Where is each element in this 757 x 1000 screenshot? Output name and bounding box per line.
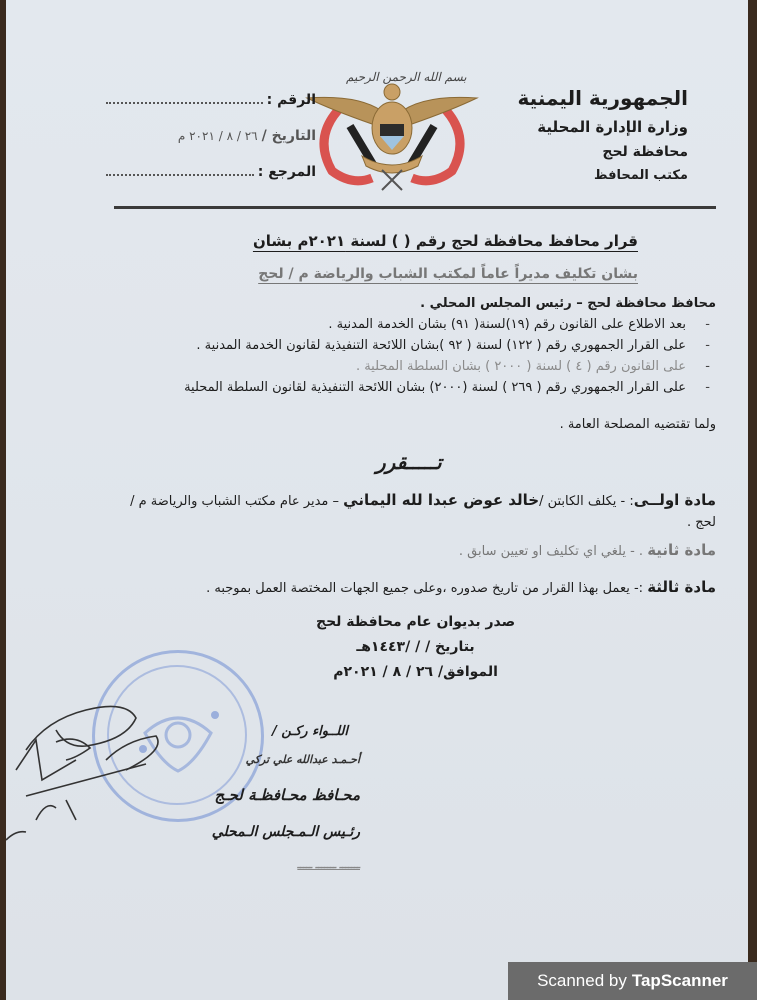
decree-title: قرار محافظ محافظة لحج رقم ( ) لسنة ٢٠٢١م بشان [252,232,638,250]
header-divider [114,206,716,209]
date-row [106,128,316,164]
decree-subject: بشان تكليف مديراً عاماً لمكتب الشباب والرياضة م / لحج [258,266,638,282]
date-label: التاريخ / [261,128,316,144]
number-row [106,92,316,128]
article-1-label: مادة اولــى [633,491,716,509]
reference-field [106,164,254,176]
office-name: مكتب المحافظ [594,168,688,183]
header-reference-block [106,92,316,200]
basmala: بسم الله الرحمن الرحيم [346,70,467,84]
header-authority [518,86,688,183]
number-field [106,92,263,104]
article-1 [130,491,716,509]
signatory-block [211,724,360,871]
preamble [184,293,716,435]
preamble-lead: محافظ محافظة لحج – رئيس المجلس المحلي . [420,296,716,311]
document-page [6,0,748,1000]
reference-row [106,164,316,200]
watermark-brand: TapScanner [631,971,728,990]
date-value: ٢٦ / ٨ / ٢٠٢١ م [177,129,258,143]
article-3-label: مادة ثالثة [647,578,716,596]
issued-gregorian-date: الموافق/ ٢٦ / ٨ / ٢٠٢١م [333,664,498,680]
preamble-item: - على القرار الجمهوري رقم ( ١٢٢) لسنة ( ٩٢ )بشان اللائحة التنفيذية لقانون الخدمة المدنية . [184,335,716,356]
issued-place: صدر بديوان عام محافظة لحج [316,614,516,630]
yemen-eagle-emblem-icon [302,66,482,196]
decides-heading: تـــــقرر [376,450,442,474]
number-label: الرقم : [266,92,316,108]
signatory-title-governor: محـافظ محـافظـة لحـج [214,786,360,804]
article-2 [459,541,716,559]
article-1-text-after: – مدير عام مكتب الشباب والرياضة م / [130,494,344,509]
signatory-footer: ـــــــ ـــــــ ـــــ [297,860,360,871]
tapscanner-watermark [508,962,757,1000]
signatory-name: أحـمـد عبدالله علي تركي [245,753,360,766]
handwritten-signature-icon [6,670,226,850]
issued-hijri-date: بتاريخ / / /١٤٤٣هـ [356,639,475,655]
reference-label: المرجع : [257,164,316,180]
issued-block [316,610,515,685]
article-2-label: مادة ثانية [647,541,716,559]
article-1-continuation: لحج . [686,515,716,530]
article-1-person-name: خالد عوض عبدا لله اليماني [343,491,540,509]
preamble-list [184,314,716,398]
preamble-closing: ولما تقتضيه المصلحة العامة . [559,417,716,432]
article-1-text-before: : - يكلف الكابتن / [539,494,634,509]
ministry-name: وزارة الإدارة المحلية [537,118,688,136]
article-3 [206,578,716,596]
article-3-text: :- يعمل بهذا القرار من تاريخ صدوره ،وعلى جميع الجهات المختصة العمل بموجبه . [206,581,648,596]
preamble-item: - على القرار الجمهوري رقم ( ٢٦٩ ) لسنة (٢٠٠٠) بشان اللائحة التنفيذية لقانون السلطة المحلية [184,377,716,398]
governorate-name: محافظة لحج [602,144,688,160]
signatory-rank: اللــواء ركـن / [272,724,348,739]
country-name: الجمهورية اليمنية [517,86,688,110]
watermark-prefix: Scanned by [537,971,627,990]
article-2-text: . - يلغي اي تكليف او تعيين سابق . [458,544,648,559]
signatory-title-council: رئـيس الـمـجلس الـمحلي [211,824,360,840]
preamble-item: - بعد الاطلاع على القانون رقم (١٩)لسنة( ٩١) بشان الخدمة المدنية . [184,314,716,335]
preamble-item: - على القانون رقم ( ٤ ) لسنة ( ٢٠٠٠ ) بشان السلطة المحلية . [184,356,716,377]
spacer [184,398,716,414]
